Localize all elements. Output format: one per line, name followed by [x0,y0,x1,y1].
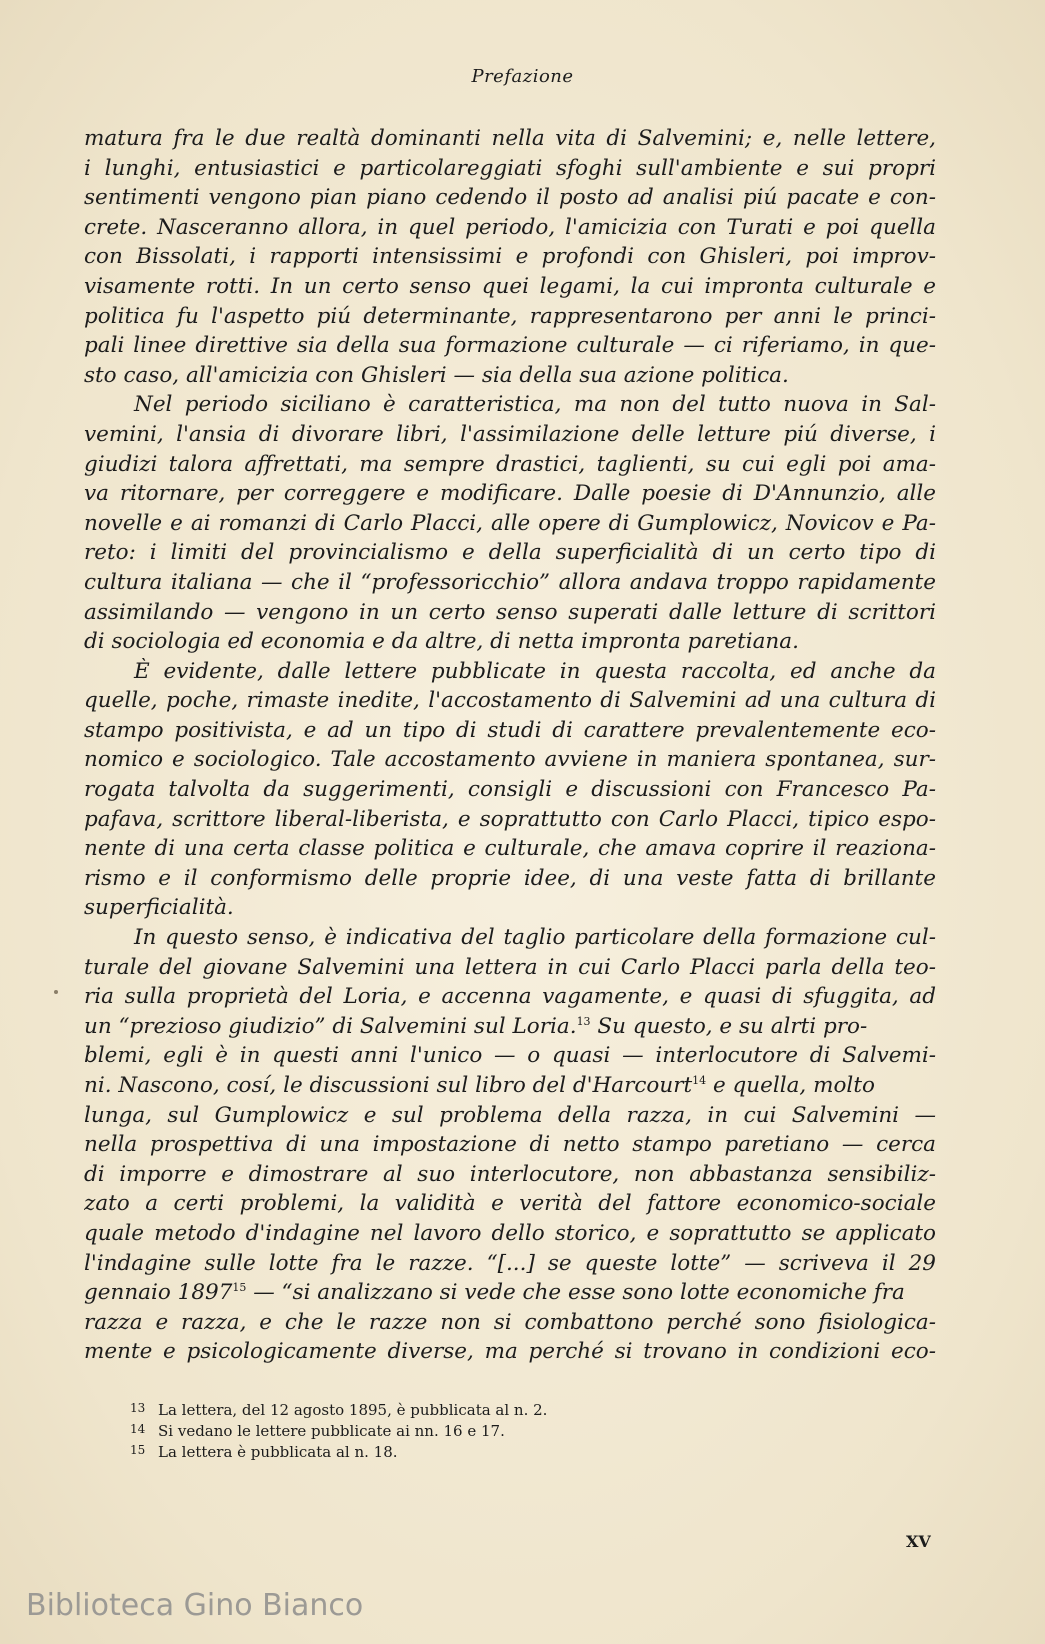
footnote-text: Si vedano le lettere pubblicate ai nn. 16 e 17. [158,1422,505,1440]
text-line: Nel periodo siciliano è caratteristica, ma non del tutto nuova in Sal- [134,392,936,418]
running-header: Prefazione [471,66,574,87]
text-line: blemi, egli è in questi anni l'unico — o quasi — interlocutore di Salvemi- [84,1043,936,1069]
footnote [130,1420,830,1441]
text-line: pali linee direttive sia della sua formazione culturale — ci riferiamo, in que- [84,333,936,359]
text-line: superficialità. [84,895,234,921]
body-text [84,124,936,1367]
text-line [84,1071,936,1101]
text-line: lunga, sul Gumplowicz e sul problema della razza, in cui Salvemini — [84,1102,936,1128]
footnote-ref: 13 [576,1014,591,1028]
text-line: turale del giovane Salvemini una lettera in cui Carlo Placci parla della teo- [84,954,936,980]
line-text: — “si analizzano si vede che esse sono lotte economiche fra [246,1280,905,1306]
text-line: di imporre e dimostrare al suo interlocutore, non abbastanza sensibiliz- [84,1161,936,1187]
library-watermark: Biblioteca Gino Bianco [26,1588,364,1623]
footnote-text: La lettera è pubblicata al n. 18. [158,1443,398,1461]
footnote-text: La lettera, del 12 agosto 1895, è pubblicata al n. 2. [158,1401,548,1419]
text-line: nente di una certa classe politica e culturale, che amava coprire il reaziona- [84,836,936,862]
text-line: l'indagine sulle lotte fra le razze. “[...] se queste lotte” — scriveva il 29 [84,1250,936,1276]
line-text: ni. Nascono, cosí, le discussioni sul libro del d'Harcourt [84,1073,693,1098]
footnote-number: 14 [130,1422,146,1436]
footnote-number: 15 [130,1443,146,1457]
text-line: sentimenti vengono pian piano cedendo il posto ad analisi piú pacate e con- [84,185,936,211]
line-text: un “prezioso giudizio” di Salvemini sul Loria. [84,1013,577,1039]
footnote-number: 13 [130,1401,146,1415]
footnote-ref: 15 [232,1281,247,1294]
text-line: pafava, scrittore liberal-liberista, e soprattutto con Carlo Placci, tipico espo- [84,806,936,832]
line-text: Su questo, e su alrti pro- [590,1013,868,1039]
footnote [130,1399,830,1420]
ink-speck [54,990,58,994]
text-line: assimilando — vengono in un certo senso superati dalle letture di scrittori [84,599,936,625]
footnotes [130,1399,830,1462]
text-line: va ritornare, per correggere e modificare. Dalle poesie di D'Annunzio, alle [84,481,936,507]
text-line: novelle e ai romanzi di Carlo Placci, alle opere di Gumplowicz, Novicov e Pa- [84,510,936,536]
text-line: quale metodo d'indagine nel lavoro dello storico, e soprattutto se applicato [84,1220,936,1246]
text-line: vemini, l'ansia di divorare libri, l'assimilazione delle letture piú diverse, i [84,421,936,447]
text-line: stampo positivista, e ad un tipo di studi di carattere prevalentemente eco- [84,717,936,743]
footnote-ref: 14 [692,1073,707,1087]
text-line [84,1278,936,1308]
text-line: mente e psicologicamente diverse, ma perché si trovano in condizioni eco- [84,1339,936,1365]
text-line: reto: i limiti del provincialismo e della superficialità di un certo tipo di [84,540,936,566]
text-line: visamente rotti. In un certo senso quei legami, la cui impronta culturale e [84,273,936,299]
text-line: crete. Nasceranno allora, in quel periodo, l'amicizia con Turati e poi quella [84,214,936,240]
text-line: politica fu l'aspetto piú determinante, rappresentarono per anni le princi- [84,303,936,329]
text-line: quelle, poche, rimaste inedite, l'accostamento di Salvemini ad una cultura di [84,688,936,714]
text-line: ria sulla proprietà del Loria, e accenna vagamente, e quasi di sfuggita, ad [84,984,936,1010]
text-line: In questo senso, è indicativa del taglio particolare della formazione cul- [134,925,936,951]
text-line: nomico e sociologico. Tale accostamento avviene in maniera spontanea, sur- [84,747,936,773]
line-text: e quella, molto [706,1073,875,1098]
text-line: sto caso, all'amicizia con Ghisleri — sia della sua azione politica. [84,362,789,388]
text-line: nella prospettiva di una impostazione di netto stampo paretiano — cerca [84,1132,936,1158]
page-number: XV [906,1532,931,1551]
line-text: gennaio 1897 [84,1280,233,1306]
text-line: i lunghi, entusiastici e particolareggiati sfoghi sull'ambiente e sui propri [84,155,936,181]
text-line: rismo e il conformismo delle proprie idee, di una veste fatta di brillante [84,865,936,891]
text-line: È evidente, dalle lettere pubblicate in questa raccolta, ed anche da [134,658,936,684]
footnote [130,1441,830,1462]
text-line: zato a certi problemi, la validità e verità del fattore economico-sociale [84,1191,936,1217]
text-line: razza e razza, e che le razze non si combattono perché sono fisiologica- [84,1309,936,1335]
text-line: cultura italiana — che il “professoricchio” allora andava troppo rapidamente [84,569,936,595]
text-line: con Bissolati, i rapporti intensissimi e profondi con Ghisleri, poi improv- [84,244,936,270]
text-line [84,1012,936,1042]
text-line: di sociologia ed economia e da altre, di netta impronta paretiana. [84,629,799,655]
text-line: matura fra le due realtà dominanti nella vita di Salvemini; e, nelle lettere, [84,126,936,151]
text-line: rogata talvolta da suggerimenti, consigli e discussioni con Francesco Pa- [84,777,936,803]
text-line: giudizi talora affrettati, ma sempre drastici, taglienti, su cui egli poi ama- [84,451,936,477]
